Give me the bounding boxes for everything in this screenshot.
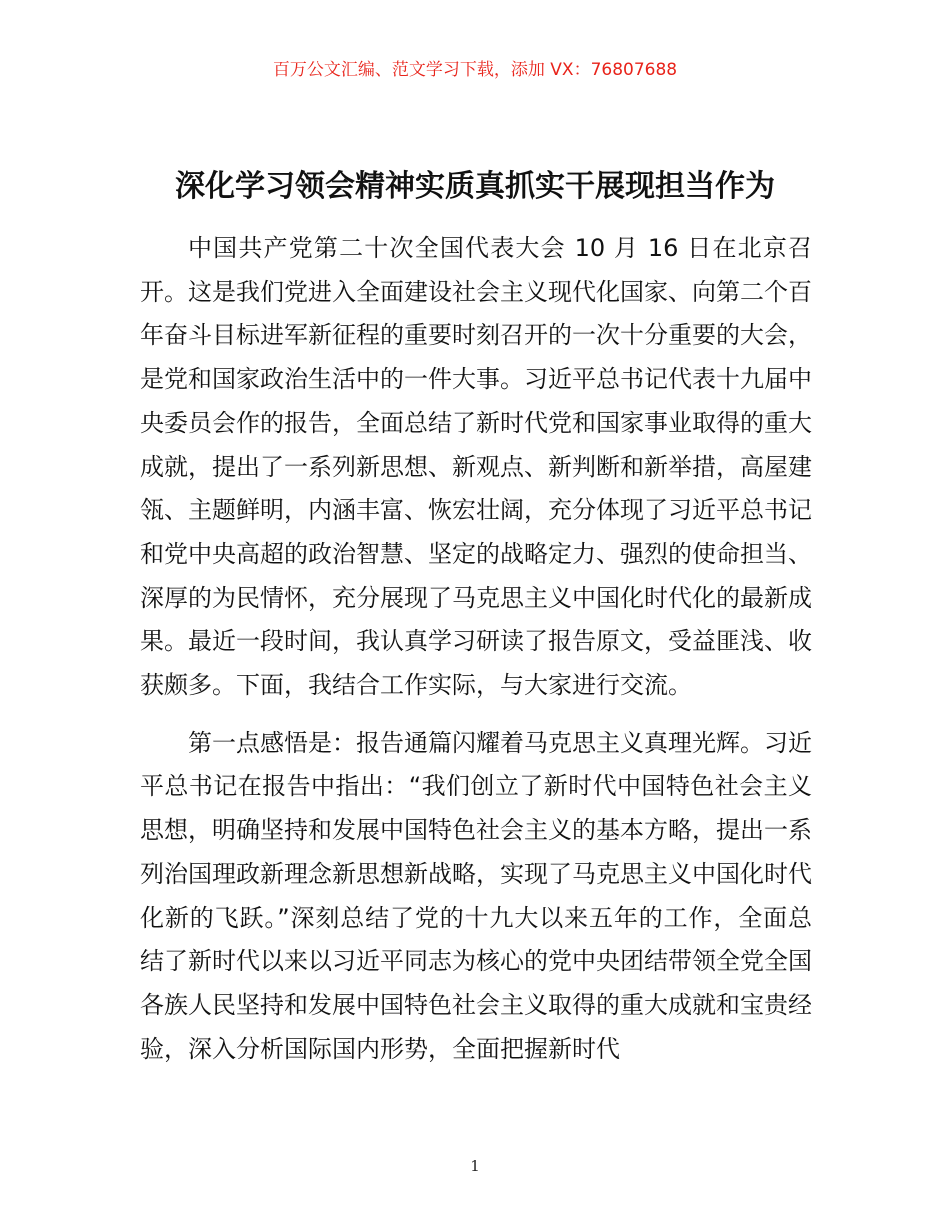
body-paragraph-1: 中国共产党第二十次全国代表大会 10 月 16 日在北京召开。这是我们党进入全面建设社会主义现代化国家、向第二个百年奋斗目标进军新征程的重要时刻召开的一次十分重要的大会，是党和国家政治生活中的一件大事。习近平总书记代表十九届中央委员会作的报告，全面总结了新时代党和国家事业取得的重大成就，提出了一系列新思想、新观点、新判断和新举措，高屋建瓴、主题鲜明，内涵丰富、恢宏壮阔，充分体现了习近平总书记和党中央高超的政治智慧、坚定的战略定力、强烈的使命担当、深厚的为民情怀，充分展现了马克思主义中国化时代化的最新成果。最近一段时间，我认真学习研读了报告原文，受益匪浅、收获颇多。下面，我结合工作实际，与大家进行交流。 [140, 234, 812, 700]
document-body [140, 227, 812, 1071]
page-number: 1 [470, 1157, 480, 1175]
document-title: 深化学习领会精神实质真抓实干展现担当作为 [175, 169, 775, 204]
body-paragraph-2: 第一点感悟是：报告通篇闪耀着马克思主义真理光辉。习近平总书记在报告中指出：“我们创立了新时代中国特色社会主义思想，明确坚持和发展中国特色社会主义的基本方略，提出一系列治国理政新理念新思想新战略，实现了马克思主义中国化时代化新的飞跃。”深刻总结了党的十九大以来五年的工作，全面总结了新时代以来以习近平同志为核心的党中央团结带领全党全国各族人民坚持和发展中国特色社会主义取得的重大成就和宝贵经验，深入分析国际国内形势，全面把握新时代 [140, 728, 812, 1063]
header-promo-note: 百万公文汇编、范文学习下载，添加 VX：76807688 [272, 60, 678, 80]
